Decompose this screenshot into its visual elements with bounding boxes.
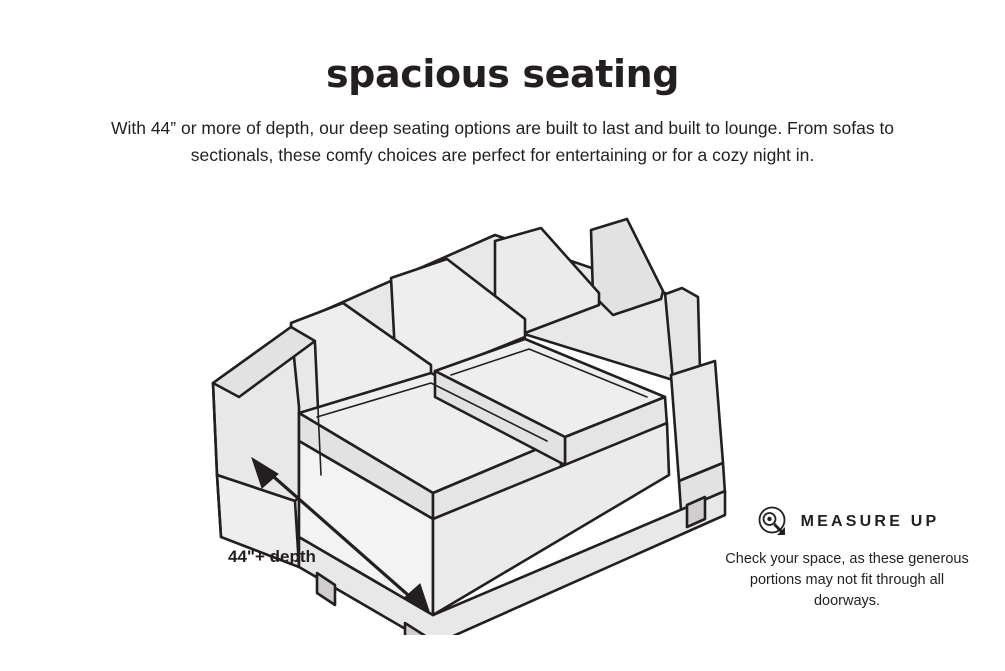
measure-up-header bbox=[717, 505, 977, 539]
tape-measure-icon bbox=[755, 505, 789, 539]
measure-up-callout bbox=[717, 505, 977, 612]
page-title: spacious seating bbox=[325, 52, 680, 96]
depth-label: 44"+ depth bbox=[228, 547, 316, 566]
depth-dimension-arrow bbox=[240, 450, 450, 630]
page-description: With 44” or more of depth, our deep seating options are built to last and built to lounge. From sofas to sectionals, these comfy choices are perfect for entertaining or for a cozy night in. bbox=[110, 118, 895, 165]
measure-up-body: Check your space, as these generous portions may not fit through all doorways. bbox=[725, 551, 969, 609]
measure-up-title: MEASURE UP bbox=[800, 513, 940, 530]
